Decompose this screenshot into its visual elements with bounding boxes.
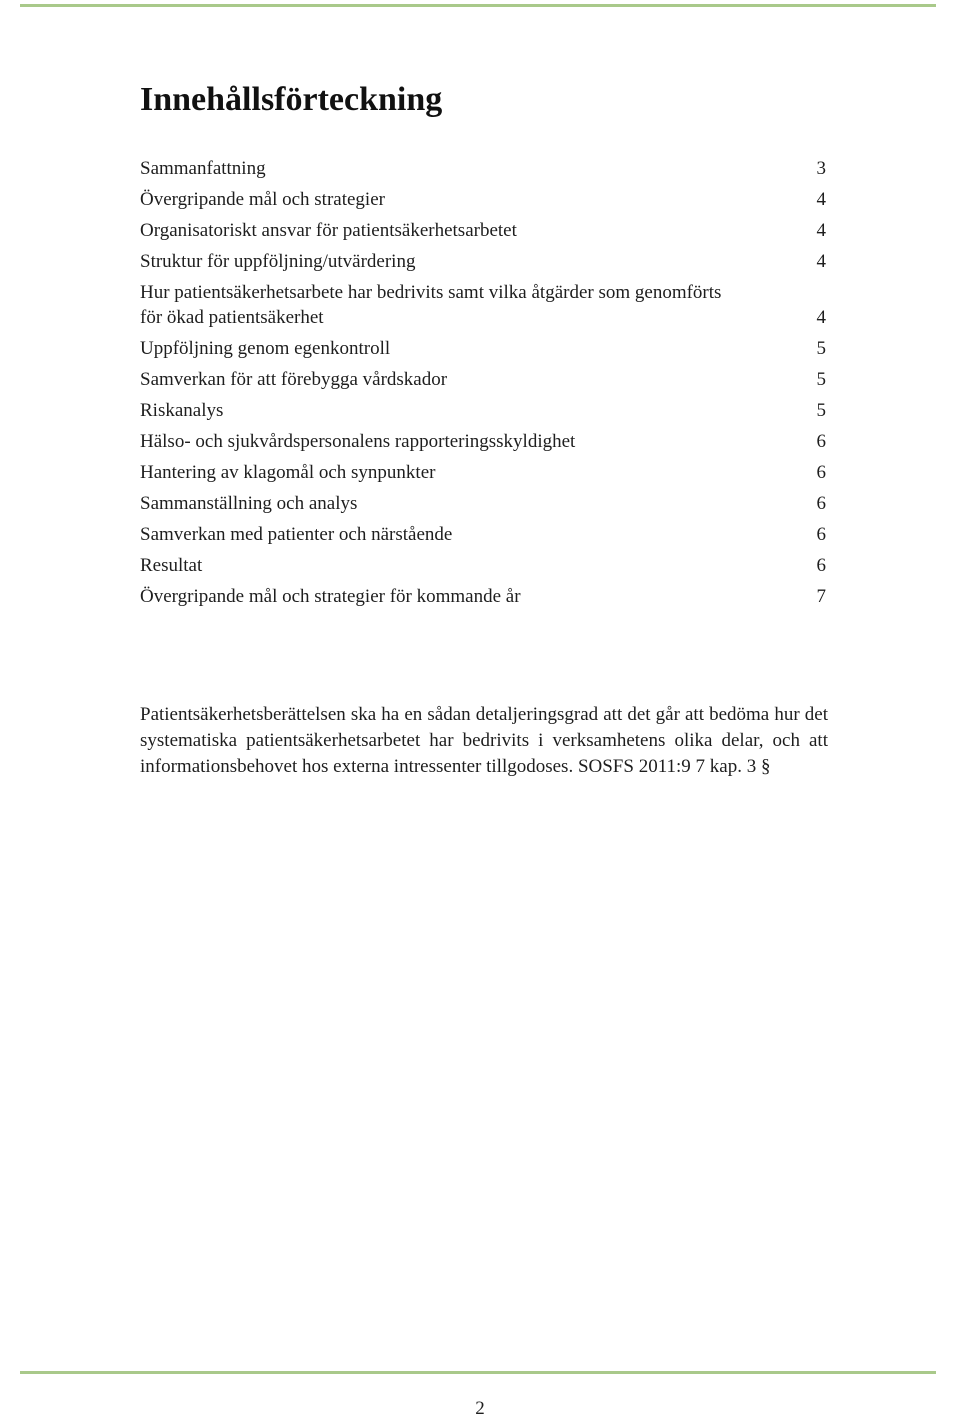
toc-entry[interactable] bbox=[140, 336, 826, 361]
toc-entry[interactable] bbox=[140, 584, 826, 609]
toc-entry-page: 6 bbox=[816, 524, 826, 545]
toc-entry-page: 5 bbox=[816, 369, 826, 390]
toc-entry-title: Övergripande mål och strategier bbox=[140, 189, 385, 210]
toc-entry[interactable] bbox=[140, 491, 826, 516]
toc-entry-title: Riskanalys bbox=[140, 400, 224, 421]
toc-entry-title: Sammanfattning bbox=[140, 158, 266, 179]
toc-entry-page: 6 bbox=[816, 431, 826, 452]
toc-entry-title: Organisatoriskt ansvar för patientsäkerhetsarbetet bbox=[140, 220, 517, 241]
page-title: Innehållsförteckning bbox=[140, 81, 443, 118]
toc-entry-page: 7 bbox=[816, 586, 826, 607]
table-of-contents bbox=[140, 156, 826, 615]
toc-entry[interactable] bbox=[140, 460, 826, 485]
toc-entry[interactable] bbox=[140, 280, 826, 330]
toc-entry-page: 4 bbox=[816, 251, 826, 272]
toc-entry[interactable] bbox=[140, 398, 826, 423]
toc-entry[interactable] bbox=[140, 187, 826, 212]
toc-entry-page: 6 bbox=[816, 462, 826, 483]
toc-entry-page: 6 bbox=[816, 555, 826, 576]
toc-entry-title: Hälso- och sjukvårdspersonalens rapporteringsskyldighet bbox=[140, 431, 576, 452]
toc-entry[interactable] bbox=[140, 249, 826, 274]
toc-entry-title: Samverkan med patienter och närstående bbox=[140, 524, 453, 545]
toc-entry-title: Struktur för uppföljning/utvärdering bbox=[140, 251, 416, 272]
toc-entry[interactable] bbox=[140, 218, 826, 243]
toc-entry-page: 6 bbox=[816, 493, 826, 514]
toc-entry[interactable] bbox=[140, 553, 826, 578]
toc-entry-page: 5 bbox=[816, 338, 826, 359]
toc-entry-title: Samverkan för att förebygga vårdskador bbox=[140, 369, 448, 390]
toc-entry-page: 3 bbox=[816, 158, 826, 179]
toc-entry-page: 4 bbox=[816, 189, 826, 210]
footer-divider bbox=[20, 1371, 936, 1374]
toc-entry-title: Sammanställning och analys bbox=[140, 493, 358, 514]
toc-entry-page: 4 bbox=[816, 220, 826, 241]
toc-entry-page: 5 bbox=[816, 400, 826, 421]
regulation-note: Patientsäkerhetsberättelsen ska ha en sådan detaljeringsgrad att det går att bedöma hur det systematiska patientsäkerhetsarbetet har bedrivits i verksamhetens olika delar, och att informationsbehovet hos externa intressenter tillgodoses. SOSFS 2011:9 7 kap. 3 § bbox=[140, 704, 828, 777]
toc-entry[interactable] bbox=[140, 367, 826, 392]
toc-entry-title: Resultat bbox=[140, 555, 203, 576]
toc-entry-title: Uppföljning genom egenkontroll bbox=[140, 338, 391, 359]
toc-entry[interactable] bbox=[140, 522, 826, 547]
toc-entry-title: Övergripande mål och strategier för kommande år bbox=[140, 586, 521, 607]
top-divider bbox=[20, 4, 936, 7]
toc-entry-title: Hur patientsäkerhetsarbete har bedrivits samt vilka åtgärder som genomförts för ökad patientsäkerhet bbox=[140, 282, 722, 328]
toc-entry[interactable] bbox=[140, 156, 826, 181]
toc-entry[interactable] bbox=[140, 429, 826, 454]
toc-entry-page: 4 bbox=[816, 307, 826, 328]
toc-entry-title: Hantering av klagomål och synpunkter bbox=[140, 462, 436, 483]
page-number: 2 bbox=[475, 1398, 485, 1419]
